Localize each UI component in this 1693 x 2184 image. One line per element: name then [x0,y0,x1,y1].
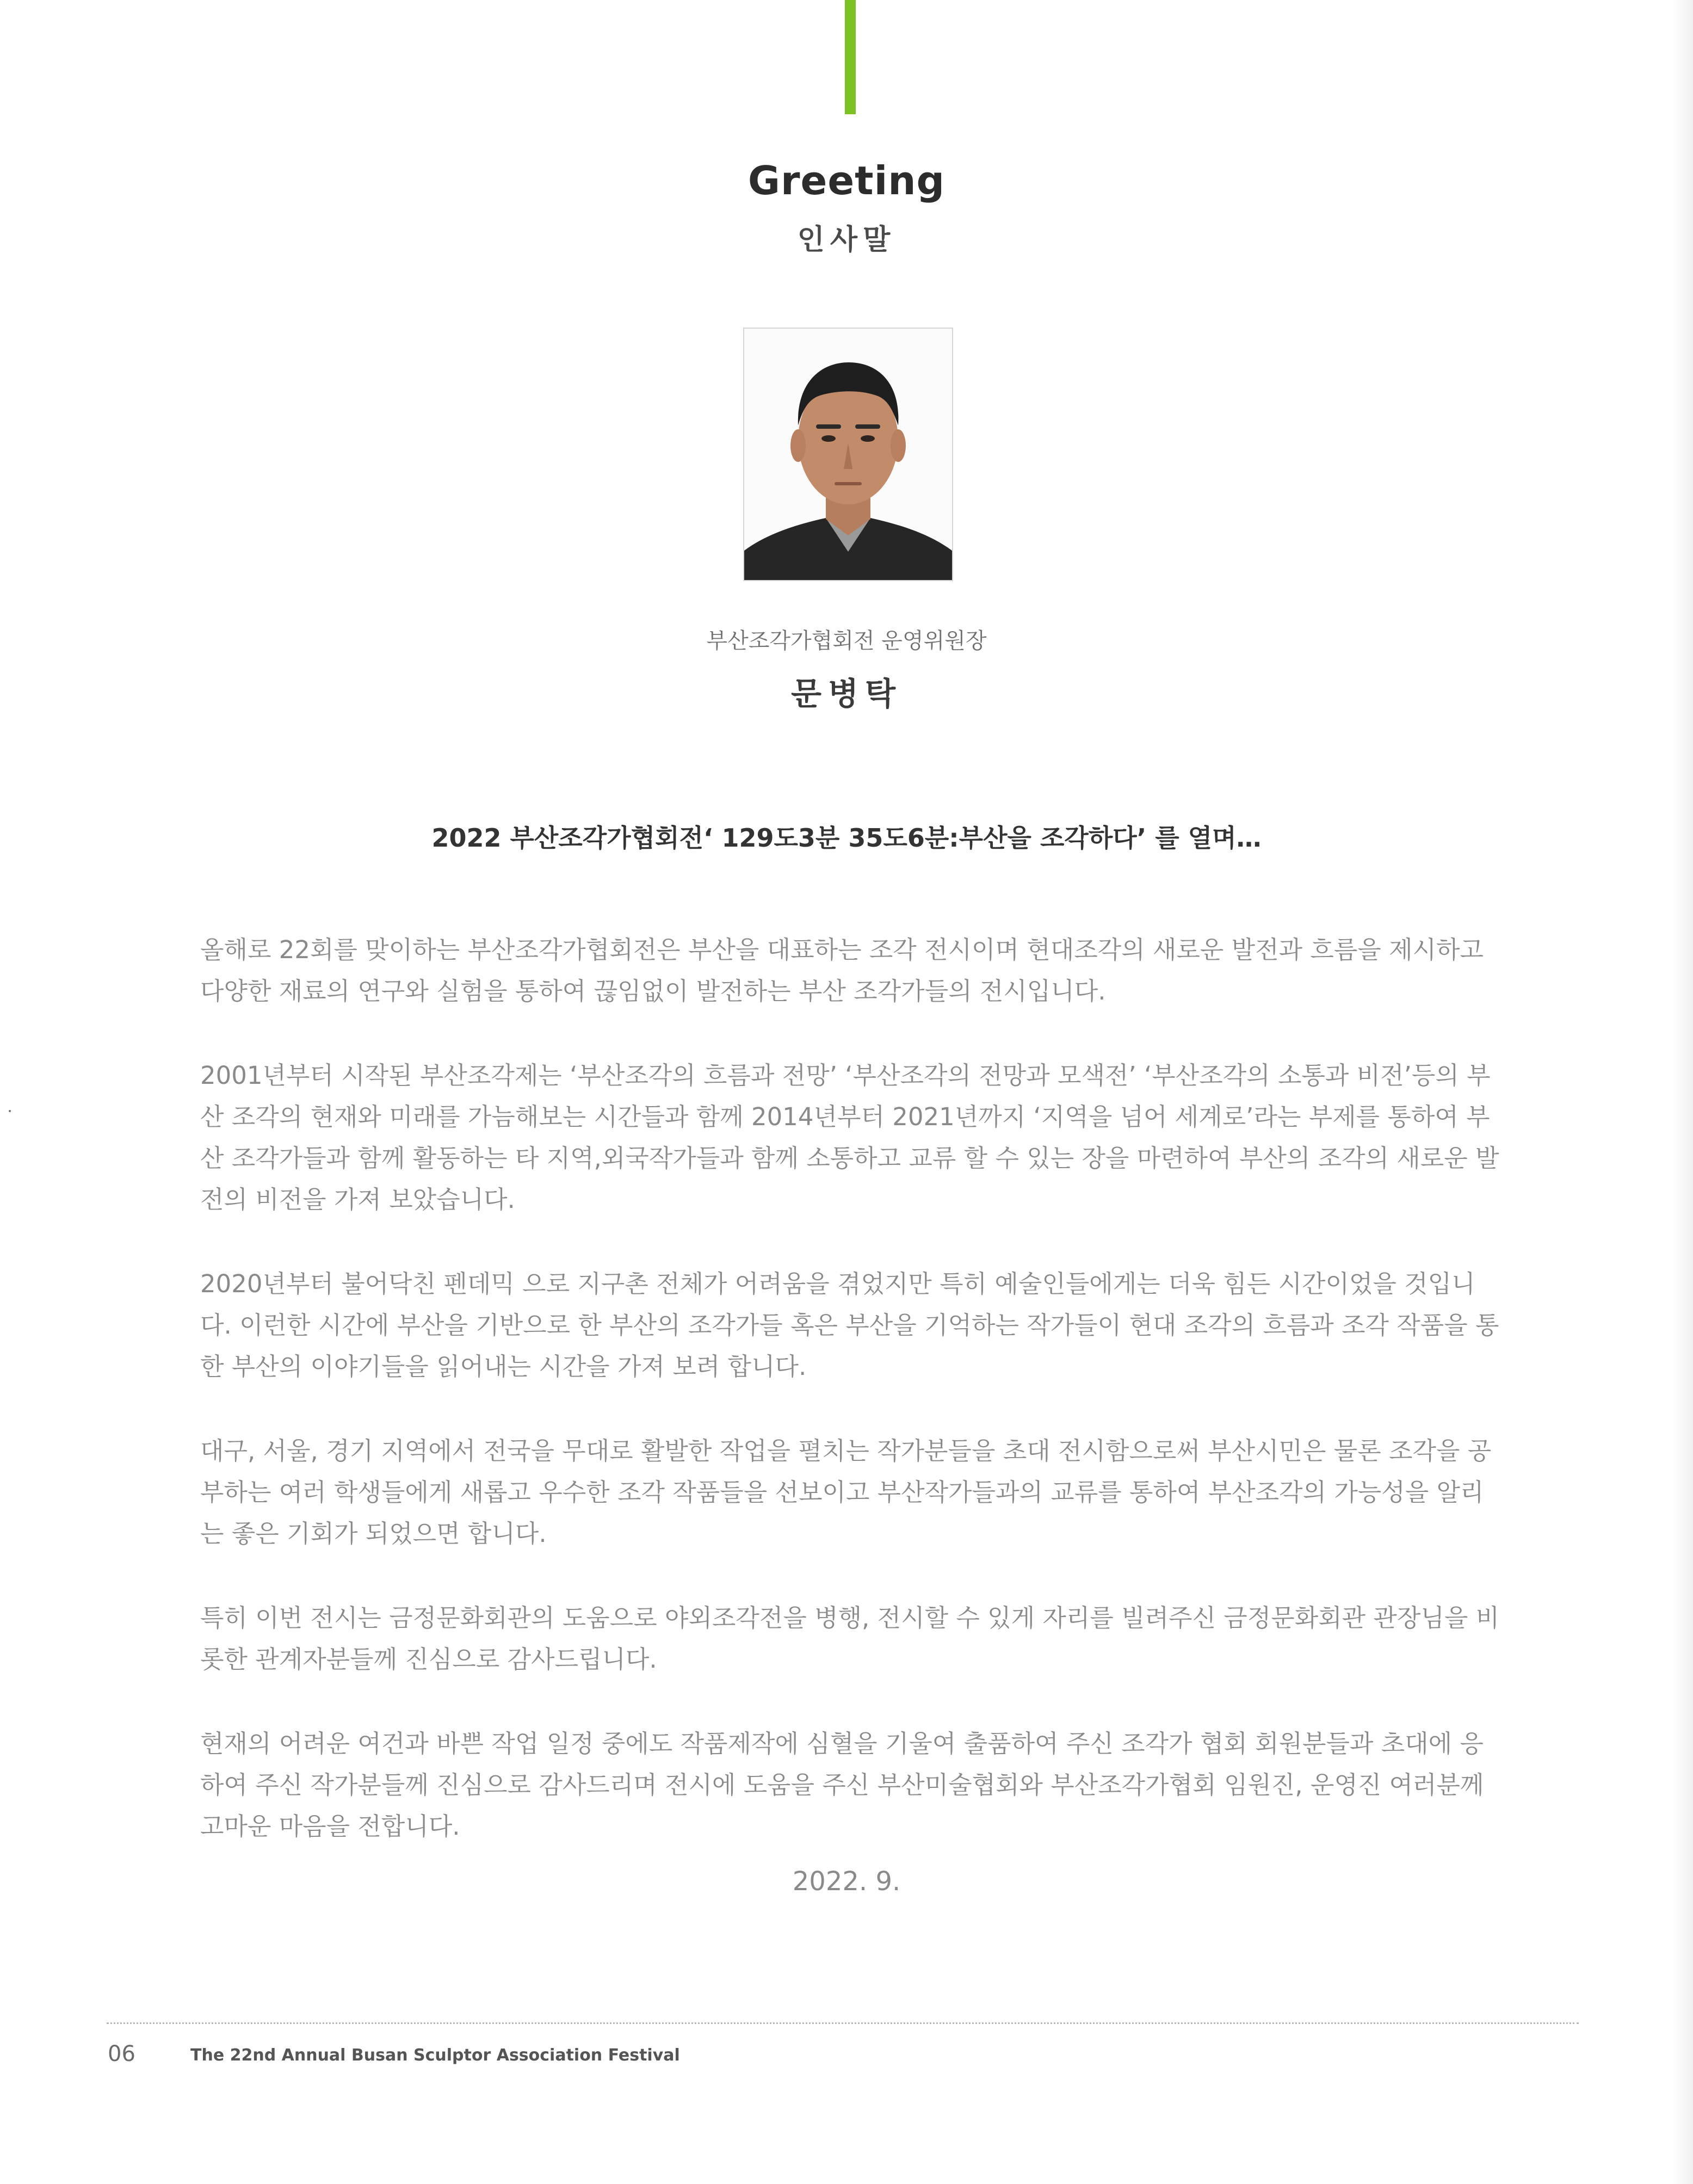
portrait-photo-icon [744,329,952,580]
author-portrait [743,328,953,581]
article-date: 2022. 9. [792,1866,901,1897]
paragraph-5: 특히 이번 전시는 금정문화회관의 도움으로 야외조각전을 병행, 전시할 수 있게 자리를 빌려주신 금정문화회관 관장님을 비롯한 관계자분들께 진심으로 감사드립니다. [200,1603,1500,1674]
paragraph-6: 현재의 어려운 여건과 바쁜 작업 일정 중에도 작품제작에 심혈을 기울여 출품하여 주신 조각가 협회 회원분들과 초대에 응하여 주신 작가분들께 진심으로 감사드리며 전시에 도움을 주신 부산미술협회와 부산조각가협회 임원진, 운영진 여러분께 고마운 마음을 전합니다. [200,1729,1484,1841]
author-name: 문병탁 [790,675,903,712]
author-role: 부산조각가협회전 운영위원장 [706,628,987,653]
footer-divider [107,2022,1579,2024]
article-heading: 2022 부산조각가협회전‘ 129도3분 35도6분:부산을 조각하다’ 를 열며… [431,823,1262,853]
paragraph-2: 2001년부터 시작된 부산조각제는 ‘부산조각의 흐름과 전망’ ‘부산조각의 전망과 모색전’ ‘부산조각의 소통과 비전’등의 부산 조각의 현재와 미래를 가늠해보는 시간들과 함께 2014년부터 2021년까지 ‘지역을 넘어 세계로’라는 부제를 통하여 부산 조각가들과 함께 활동하는 타 지역,외국작가들과 함께 소통하고 교류 할 수 있는 장을 마련하여 부산의 조각의 새로운 발전의 비전을 가져 보았습니다. [200,1061,1499,1214]
publication-title: The 22nd Annual Busan Sculptor Association Festival [190,2046,680,2065]
page-title: Greeting [747,158,946,203]
article-body [200,929,1504,1890]
paragraph-3: 2020년부터 불어닥친 펜데믹 으로 지구촌 전체가 어려움을 겪었지만 특히 예술인들에게는 더욱 힘든 시간이었을 것입니다. 이런한 시간에 부산을 기반으로 한 부산의 조각가들 혹은 부산을 기억하는 작가들이 현대 조각의 흐름과 조각 작품을 통한 부산의 이야기들을 읽어내는 시간을 가져 보려 합니다. [200,1269,1499,1381]
page-edge-shadow [1671,0,1693,2184]
paragraph-4: 대구, 서울, 경기 지역에서 전국을 무대로 활발한 작업을 펼치는 작가분들을 초대 전시함으로써 부산시민은 물론 조각을 공부하는 여러 학생들에게 새롭고 우수한 조각 작품들을 선보이고 부산작가들과의 교류를 통하여 부산조각의 가능성을 알리는 좋은 기회가 되었으면 합니다. [200,1436,1492,1548]
page-subtitle: 인사말 [797,224,896,256]
page-number: 06 [108,2041,135,2066]
scan-speck [9,1110,11,1112]
accent-bar [845,0,856,114]
paragraph-1: 올해로 22회를 맞이하는 부산조각가협회전은 부산을 대표하는 조각 전시이며 현대조각의 새로운 발전과 흐름을 제시하고 다양한 재료의 연구와 실험을 통하여 끊임없이 발전하는 부산 조각가들의 전시입니다. [200,935,1484,1005]
